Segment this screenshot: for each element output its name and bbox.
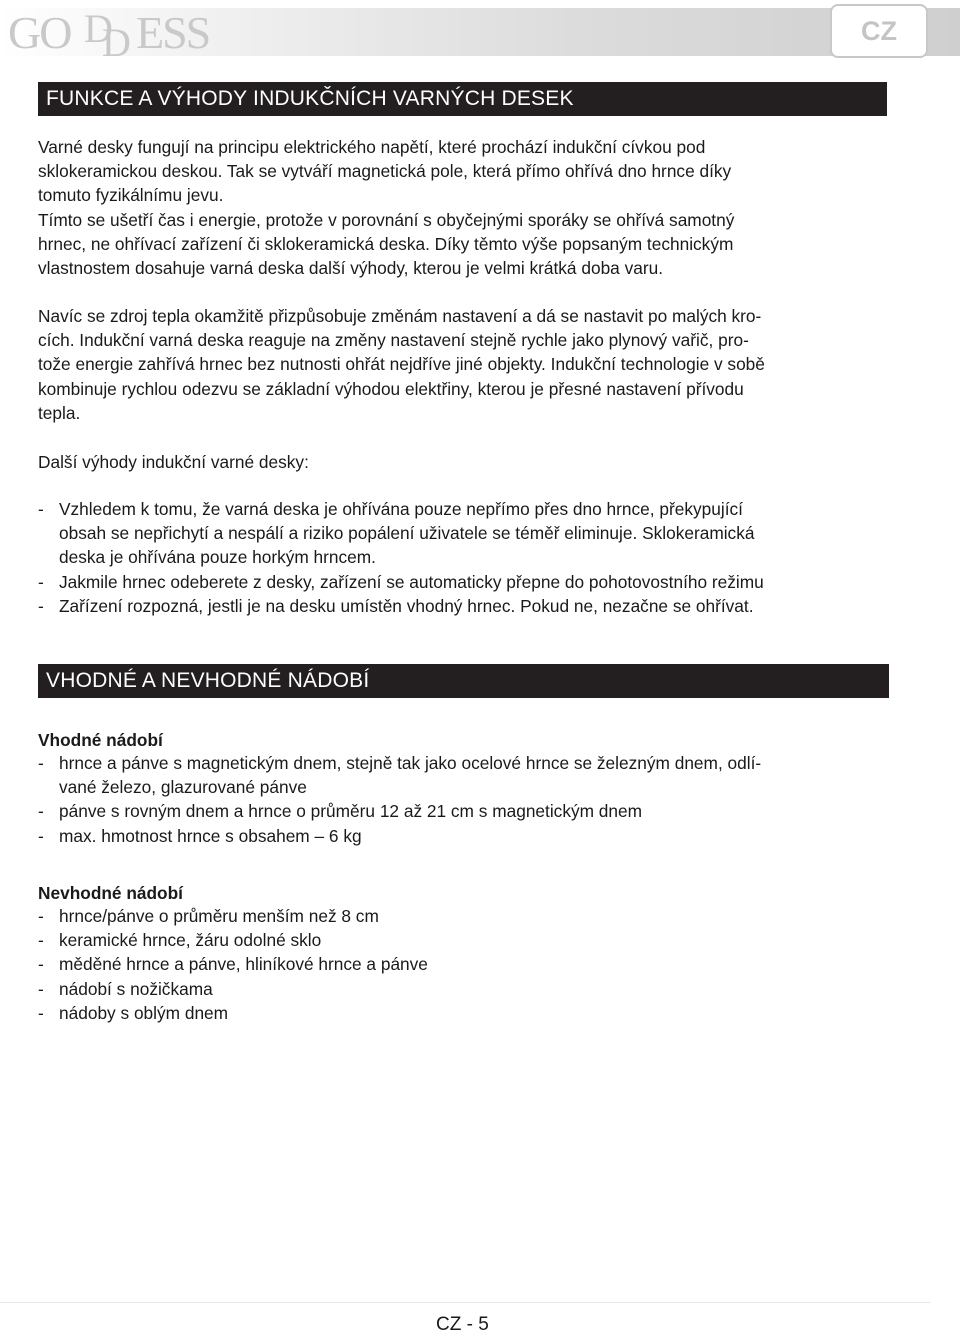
text-line: Tímto se ušetří čas i energie, protože v porovnání s obyčejnými sporáky se ohřívá samotný (38, 209, 735, 230)
text-line: keramické hrnce, žáru odolné sklo (59, 930, 322, 951)
svg-text:GO: GO (8, 7, 71, 58)
text-line: vané železo, glazurované pánve (59, 777, 307, 798)
text-line: max. hmotnost hrnce s obsahem – 6 kg (59, 825, 362, 846)
text-line: nádoby s oblým dnem (59, 1002, 229, 1023)
language-tab: CZ (830, 4, 928, 58)
list-item: - hrnce a pánve s magnetickým dnem, stejně tak jako ocelové hrnce se železným dnem, odlí- vané železo, glazurované pánve (38, 751, 888, 799)
text-line: obsah se nepřichytí a nespálí a riziko popálení uživatele se téměř eliminuje. Sklokeramická (59, 523, 755, 544)
list-item: - pánve s rovným dnem a hrnce o průměru 12 až 21 cm s magnetickým dnem (38, 799, 888, 823)
footer-divider (0, 1302, 930, 1303)
svg-text:D: D (84, 6, 113, 51)
text-line: vlastnostem dosahuje varná deska další výhody, kterou je velmi krátká doba varu. (38, 258, 664, 279)
page-header (0, 0, 960, 62)
list-item: - nádoby s oblým dnem (38, 1001, 888, 1025)
text-line: kombinuje rychlou odezvu se základní výhodou elektřiny, kterou je přesné nastavení přívodu (38, 378, 744, 399)
page-number: CZ - 5 (436, 1314, 489, 1335)
text-line: hrnec, ne ohřívací zařízení či sklokeramická deska. Díky těmto výše popsaným technickým (38, 233, 734, 254)
text-line: sklokeramickou deskou. Tak se vytváří magnetická pole, která přímo ohřívá dno hrnce díky (38, 161, 732, 182)
list-item: - max. hmotnost hrnce s obsahem – 6 kg (38, 824, 888, 848)
list-item: - nádobí s nožičkama (38, 977, 888, 1001)
svg-text:D: D (102, 20, 131, 60)
text-line: nádobí s nožičkama (59, 978, 213, 999)
text-line: tomuto fyzikálnímu jevu. (38, 185, 224, 206)
goddess-logo (6, 2, 251, 60)
text-line: Jakmile hrnec odeberete z desky, zařízení se automaticky přepne do pohotovostního režimu (59, 571, 764, 592)
unsuitable-heading: Nevhodné nádobí (38, 883, 183, 903)
text-line: tepla. (38, 402, 81, 423)
text-line: Varné desky fungují na principu elektrického napětí, které prochází indukční cívkou pod (38, 137, 706, 157)
text-line: cích. Indukční varná deska reaguje na změny nastavení stejně rychle jako plynový vařič, pro- (38, 330, 749, 351)
paragraph-heat-source (38, 304, 888, 425)
paragraph-principle (38, 135, 888, 280)
list-item: - Vzhledem k tomu, že varná deska je ohřívána pouze nepřímo přes dno hrnce, překypující obsah se nepřichytí a nespálí a riziko popálení uživatele se téměř eliminuje. Sklokeramická deska je ohřívána pouze horkým hrncem. (38, 497, 888, 570)
text-line: tože energie zahřívá hrnec bez nutnosti ohřát nejdříve jiné objekty. Indukční technologie v sobě (38, 354, 765, 375)
list-item: - keramické hrnce, žáru odolné sklo (38, 928, 888, 952)
list-item: - měděné hrnce a pánve, hliníkové hrnce a pánve (38, 952, 888, 976)
text-line: hrnce/pánve o průměru menším než 8 cm (59, 906, 379, 926)
text-line: hrnce a pánve s magnetickým dnem, stejně tak jako ocelové hrnce se železným dnem, odlí- (59, 753, 762, 773)
section-title-cookware: VHODNÉ A NEVHODNÉ NÁDOBÍ (38, 664, 889, 698)
list-item: - hrnce/pánve o průměru menším než 8 cm (38, 904, 888, 928)
text-line: pánve s rovným dnem a hrnce o průměru 12 až 21 cm s magnetickým dnem (59, 801, 643, 822)
suitable-heading: Vhodné nádobí (38, 730, 163, 750)
text-line: Zařízení rozpozná, jestli je na desku umístěn vhodný hrnec. Pokud ne, nezačne se ohřívat. (59, 595, 754, 616)
svg-text:ESS: ESS (136, 7, 210, 58)
text-line: Vzhledem k tomu, že varná deska je ohřívána pouze nepřímo přes dno hrnce, překypující (59, 499, 743, 519)
unsuitable-list (38, 904, 888, 1025)
text-line: Navíc se zdroj tepla okamžitě přizpůsobuje změnám nastavení a dá se nastavit po malých kro- (38, 306, 762, 326)
suitable-list (38, 751, 888, 848)
list-item: - Zařízení rozpozná, jestli je na desku umístěn vhodný hrnec. Pokud ne, nezačne se ohřívat. (38, 594, 888, 618)
list-item: - Jakmile hrnec odeberete z desky, zařízení se automaticky přepne do pohotovostního režimu (38, 570, 888, 594)
advantages-intro: Další výhody indukční varné desky: (38, 452, 309, 472)
advantages-list (38, 497, 888, 618)
section-title-induction: FUNKCE A VÝHODY INDUKČNÍCH VARNÝCH DESEK (38, 82, 887, 116)
text-line: deska je ohřívána pouze horkým hrncem. (59, 547, 376, 568)
text-line: měděné hrnce a pánve, hliníkové hrnce a pánve (59, 954, 428, 975)
